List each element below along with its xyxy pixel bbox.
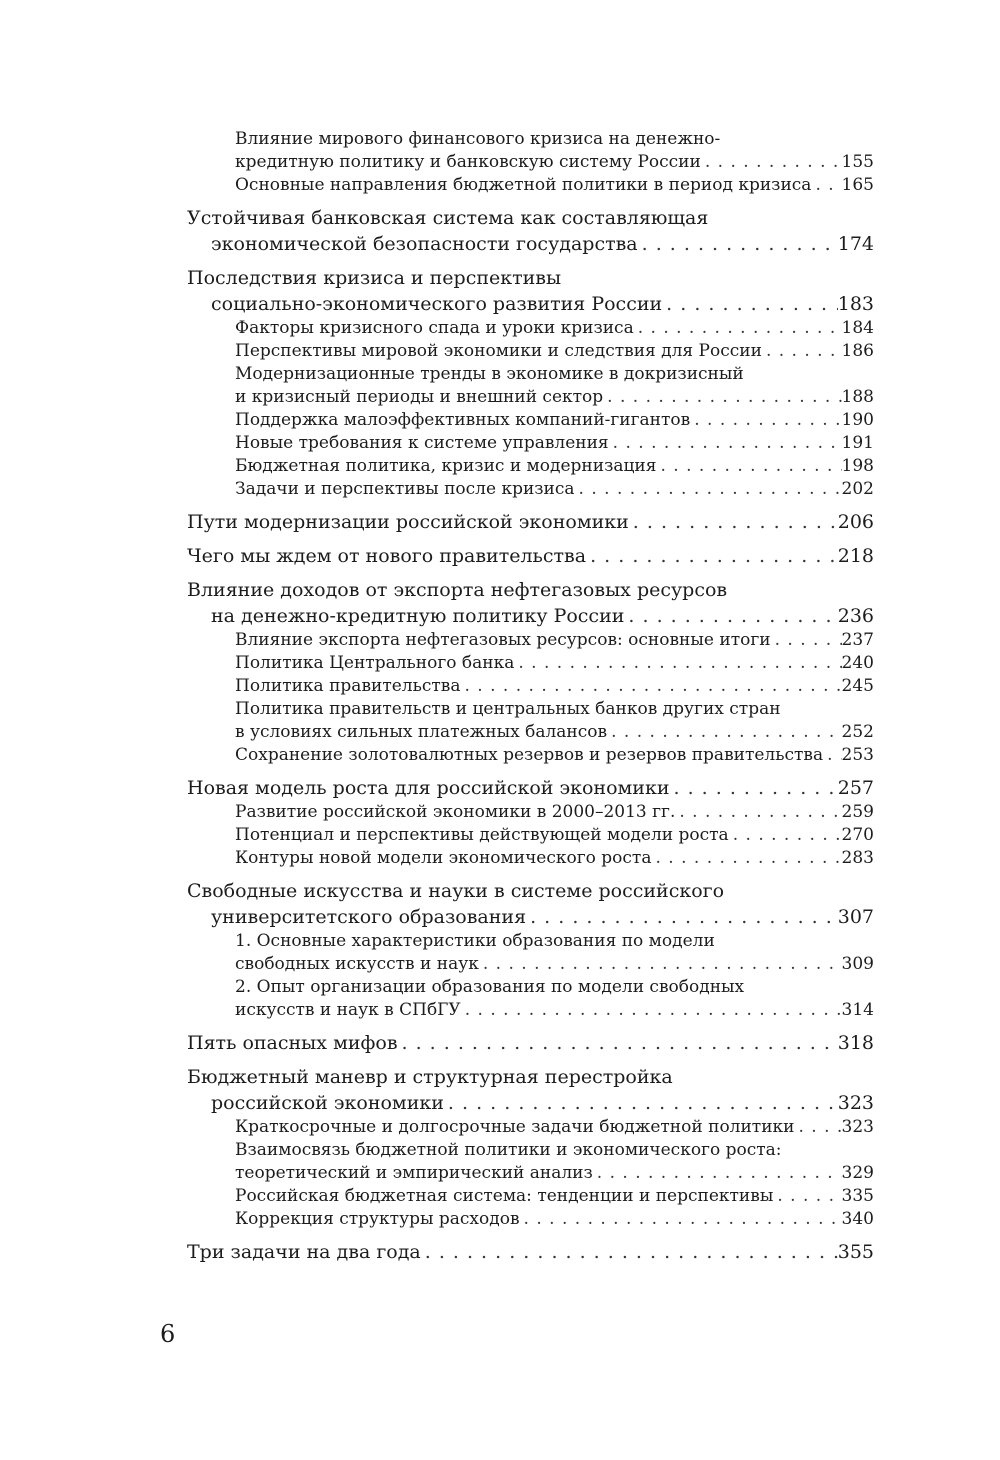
toc-line	[187, 205, 874, 231]
toc-line	[235, 976, 874, 999]
dot-leader	[656, 455, 841, 478]
toc-chapter-entry	[187, 205, 874, 257]
toc-entry-title: свободных искусств и наук	[235, 954, 479, 974]
dot-leader	[811, 174, 841, 197]
section-gap	[187, 767, 874, 775]
toc-line	[235, 1185, 874, 1208]
toc-entry-title: Перспективы мировой экономики и следствия для России	[235, 341, 762, 361]
toc-entry-title: Политика правительств и центральных банков других стран	[235, 699, 781, 719]
toc-line	[235, 386, 874, 409]
toc-line	[235, 1162, 874, 1185]
toc-section-entry	[187, 128, 874, 174]
toc-entry-title: Потенциал и перспективы действующей модели роста	[235, 825, 729, 845]
toc-entry-title: Контуры новой модели экономического роста	[235, 848, 652, 868]
toc-page-number: 270	[841, 825, 874, 845]
toc-page-number: 218	[837, 545, 874, 567]
toc-page-number: 206	[837, 511, 874, 533]
toc-page-number: 237	[841, 630, 874, 650]
toc-line	[235, 409, 874, 432]
dot-leader	[526, 904, 838, 930]
toc-page-number: 190	[841, 410, 874, 430]
toc-entry-title: и кризисный периоды и внешний сектор	[235, 387, 604, 407]
dot-leader	[629, 509, 838, 535]
toc-section-entry	[187, 1208, 874, 1231]
toc-line	[187, 775, 874, 801]
toc-entry-title: на денежно-кредитную политику России	[211, 605, 625, 627]
toc-entry-title: Бюджетный маневр и структурная перестройка	[187, 1066, 673, 1088]
toc-line	[235, 652, 874, 675]
toc-chapter-entry	[187, 577, 874, 629]
toc-line	[187, 1239, 874, 1265]
toc-page-number: 283	[841, 848, 874, 868]
toc-section-entry	[187, 629, 874, 652]
toc-section-entry	[187, 478, 874, 501]
toc-line	[235, 151, 874, 174]
toc-line	[235, 340, 874, 363]
toc-line	[235, 744, 874, 767]
toc-chapter-entry	[187, 1064, 874, 1116]
toc-entry-title: Пути модернизации российской экономики	[187, 511, 629, 533]
toc-section-entry	[187, 432, 874, 455]
toc-entry-title: университетского образования	[211, 906, 527, 928]
toc-page-number: 340	[841, 1209, 874, 1229]
toc-page-number: 155	[841, 152, 874, 172]
toc-page-number: 240	[841, 653, 874, 673]
toc-entry-title: Модернизационные тренды в экономике в докризисный	[235, 364, 744, 384]
toc-line	[187, 603, 874, 629]
toc-entry-title: Последствия кризиса и перспективы	[187, 267, 562, 289]
toc-section-entry	[187, 1185, 874, 1208]
toc-page-number: 257	[837, 777, 874, 799]
dot-leader	[823, 744, 841, 767]
toc-line	[235, 128, 874, 151]
toc-chapter-entry	[187, 1030, 874, 1056]
toc-line	[187, 265, 874, 291]
section-gap	[187, 569, 874, 577]
toc-entry-title: Факторы кризисного спада и уроки кризиса	[235, 318, 634, 338]
dot-leader	[773, 1185, 841, 1208]
toc-line	[235, 930, 874, 953]
toc-entry-title: Коррекция структуры расходов	[235, 1209, 520, 1229]
toc-entry-title: Бюджетная политика, кризис и модернизация	[235, 456, 657, 476]
toc-line	[235, 999, 874, 1022]
toc-entry-title: Российская бюджетная система: тенденции и перспективы	[235, 1186, 774, 1206]
dot-leader	[603, 386, 841, 409]
toc-chapter-entry	[187, 543, 874, 569]
dot-leader	[701, 151, 842, 174]
toc-line	[235, 432, 874, 455]
dot-leader	[670, 775, 838, 801]
section-gap	[187, 197, 874, 205]
toc-entry-title: Новая модель роста для российской экономики	[187, 777, 670, 799]
toc-page-number: 184	[841, 318, 874, 338]
toc-line	[187, 1030, 874, 1056]
page-number: 6	[160, 1320, 176, 1348]
dot-leader	[771, 629, 842, 652]
toc-line	[235, 847, 874, 870]
table-of-contents	[187, 128, 874, 1265]
dot-leader	[514, 652, 841, 675]
toc-entry-title: Политика Центрального банка	[235, 653, 515, 673]
toc-line	[187, 878, 874, 904]
toc-entry-title: экономической безопасности государства	[211, 233, 638, 255]
toc-line	[187, 577, 874, 603]
toc-entry-title: Задачи и перспективы после кризиса	[235, 479, 575, 499]
toc-entry-title: 1. Основные характеристики образования по модели	[235, 931, 715, 951]
section-gap	[187, 501, 874, 509]
toc-section-entry	[187, 675, 874, 698]
dot-leader	[586, 543, 838, 569]
toc-entry-title: Основные направления бюджетной политики в период кризиса	[235, 175, 812, 195]
toc-entry-title: Влияние мирового финансового кризиса на денежно-	[235, 129, 721, 149]
toc-entry-title: кредитную политику и банковскую систему России	[235, 152, 701, 172]
toc-chapter-entry	[187, 775, 874, 801]
toc-page-number: 165	[841, 175, 874, 195]
dot-leader	[795, 1116, 842, 1139]
toc-page-number: 335	[841, 1186, 874, 1206]
dot-leader	[624, 603, 837, 629]
toc-page-number: 198	[841, 456, 874, 476]
toc-section-entry	[187, 801, 874, 824]
toc-entry-title: в условиях сильных платежных балансов	[235, 722, 608, 742]
toc-section-entry	[187, 174, 874, 197]
toc-line	[235, 824, 874, 847]
toc-entry-title: Влияние доходов от экспорта нефтегазовых ресурсов	[187, 579, 728, 601]
toc-page-number: 202	[841, 479, 874, 499]
toc-entry-title: 2. Опыт организации образования по модели свободных	[235, 977, 745, 997]
toc-entry-title: Три задачи на два года	[187, 1241, 421, 1263]
toc-page-number: 355	[837, 1241, 874, 1263]
toc-page-number: 329	[841, 1163, 874, 1183]
toc-line	[235, 478, 874, 501]
toc-page-number: 236	[837, 605, 874, 627]
toc-line	[235, 675, 874, 698]
toc-section-entry	[187, 744, 874, 767]
toc-section-entry	[187, 363, 874, 409]
toc-entry-title: Чего мы ждем от нового правительства	[187, 545, 587, 567]
toc-entry-title: теоретический и эмпирический анализ	[235, 1163, 593, 1183]
dot-leader	[690, 409, 841, 432]
toc-line	[187, 291, 874, 317]
toc-line	[235, 455, 874, 478]
toc-chapter-entry	[187, 878, 874, 930]
dot-leader	[461, 675, 842, 698]
section-gap	[187, 1056, 874, 1064]
toc-entry-title: искусств и наук в СПбГУ	[235, 1000, 461, 1020]
toc-section-entry	[187, 847, 874, 870]
dot-leader	[421, 1239, 838, 1265]
toc-chapter-entry	[187, 1239, 874, 1265]
dot-leader	[609, 432, 842, 455]
toc-page-number: 183	[837, 293, 874, 315]
toc-page-number: 323	[837, 1092, 874, 1114]
toc-page-number: 323	[841, 1117, 874, 1137]
toc-section-entry	[187, 455, 874, 478]
section-gap	[187, 257, 874, 265]
section-gap	[187, 1022, 874, 1030]
toc-section-entry	[187, 698, 874, 744]
toc-line	[187, 509, 874, 535]
section-gap	[187, 870, 874, 878]
toc-entry-title: Устойчивая банковская система как составляющая	[187, 207, 709, 229]
toc-line	[235, 953, 874, 976]
toc-line	[187, 1090, 874, 1116]
toc-entry-title: Сохранение золотовалютных резервов и резервов правительства	[235, 745, 824, 765]
toc-line	[235, 698, 874, 721]
toc-entry-title: Политика правительства	[235, 676, 461, 696]
toc-entry-title: Свободные искусства и науки в системе российского	[187, 880, 725, 902]
toc-page-number: 188	[841, 387, 874, 407]
toc-page-number: 318	[837, 1032, 874, 1054]
toc-page-number: 245	[841, 676, 874, 696]
dot-leader	[575, 478, 842, 501]
dot-leader	[444, 1090, 838, 1116]
toc-section-entry	[187, 824, 874, 847]
toc-chapter-entry	[187, 265, 874, 317]
toc-page-number: 309	[841, 954, 874, 974]
toc-line	[187, 1064, 874, 1090]
toc-entry-title: российской экономики	[211, 1092, 444, 1114]
toc-section-entry	[187, 317, 874, 340]
dot-leader	[638, 231, 838, 257]
toc-line	[187, 231, 874, 257]
toc-entry-title: Развитие российской экономики в 2000–2013 гг.	[235, 802, 676, 822]
toc-entry-title: Взаимосвязь бюджетной политики и экономического роста:	[235, 1140, 782, 1160]
toc-line	[187, 543, 874, 569]
dot-leader	[729, 824, 842, 847]
dot-leader	[651, 847, 841, 870]
toc-line	[235, 629, 874, 652]
toc-line	[235, 317, 874, 340]
toc-line	[235, 363, 874, 386]
toc-line	[235, 721, 874, 744]
toc-entry-title: социально-экономического развития России	[211, 293, 663, 315]
section-gap	[187, 1231, 874, 1239]
dot-leader	[662, 291, 838, 317]
toc-page-number: 259	[841, 802, 874, 822]
toc-line	[235, 1116, 874, 1139]
section-gap	[187, 535, 874, 543]
toc-page-number: 314	[841, 1000, 874, 1020]
dot-leader	[593, 1162, 842, 1185]
toc-line	[235, 1208, 874, 1231]
dot-leader	[398, 1030, 838, 1056]
dot-leader	[479, 953, 842, 976]
toc-section-entry	[187, 1116, 874, 1139]
toc-entry-title: Пять опасных мифов	[187, 1032, 398, 1054]
dot-leader	[675, 801, 841, 824]
toc-page-number: 252	[841, 722, 874, 742]
toc-section-entry	[187, 1139, 874, 1185]
dot-leader	[634, 317, 842, 340]
toc-line	[235, 174, 874, 197]
dot-leader	[607, 721, 841, 744]
toc-section-entry	[187, 652, 874, 675]
toc-page-number: 307	[837, 906, 874, 928]
toc-line	[235, 801, 874, 824]
toc-chapter-entry	[187, 509, 874, 535]
dot-leader	[762, 340, 842, 363]
toc-page-number: 174	[837, 233, 874, 255]
toc-section-entry	[187, 340, 874, 363]
toc-entry-title: Новые требования к системе управления	[235, 433, 609, 453]
toc-section-entry	[187, 976, 874, 1022]
toc-line	[187, 904, 874, 930]
toc-page-number: 191	[841, 433, 874, 453]
toc-entry-title: Краткосрочные и долгосрочные задачи бюджетной политики	[235, 1117, 795, 1137]
toc-page-number: 186	[841, 341, 874, 361]
toc-section-entry	[187, 409, 874, 432]
toc-entry-title: Влияние экспорта нефтегазовых ресурсов: основные итоги	[235, 630, 771, 650]
toc-section-entry	[187, 930, 874, 976]
dot-leader	[461, 999, 842, 1022]
toc-line	[235, 1139, 874, 1162]
toc-entry-title: Поддержка малоэффективных компаний-гигантов	[235, 410, 691, 430]
dot-leader	[520, 1208, 842, 1231]
toc-page-number: 253	[841, 745, 874, 765]
